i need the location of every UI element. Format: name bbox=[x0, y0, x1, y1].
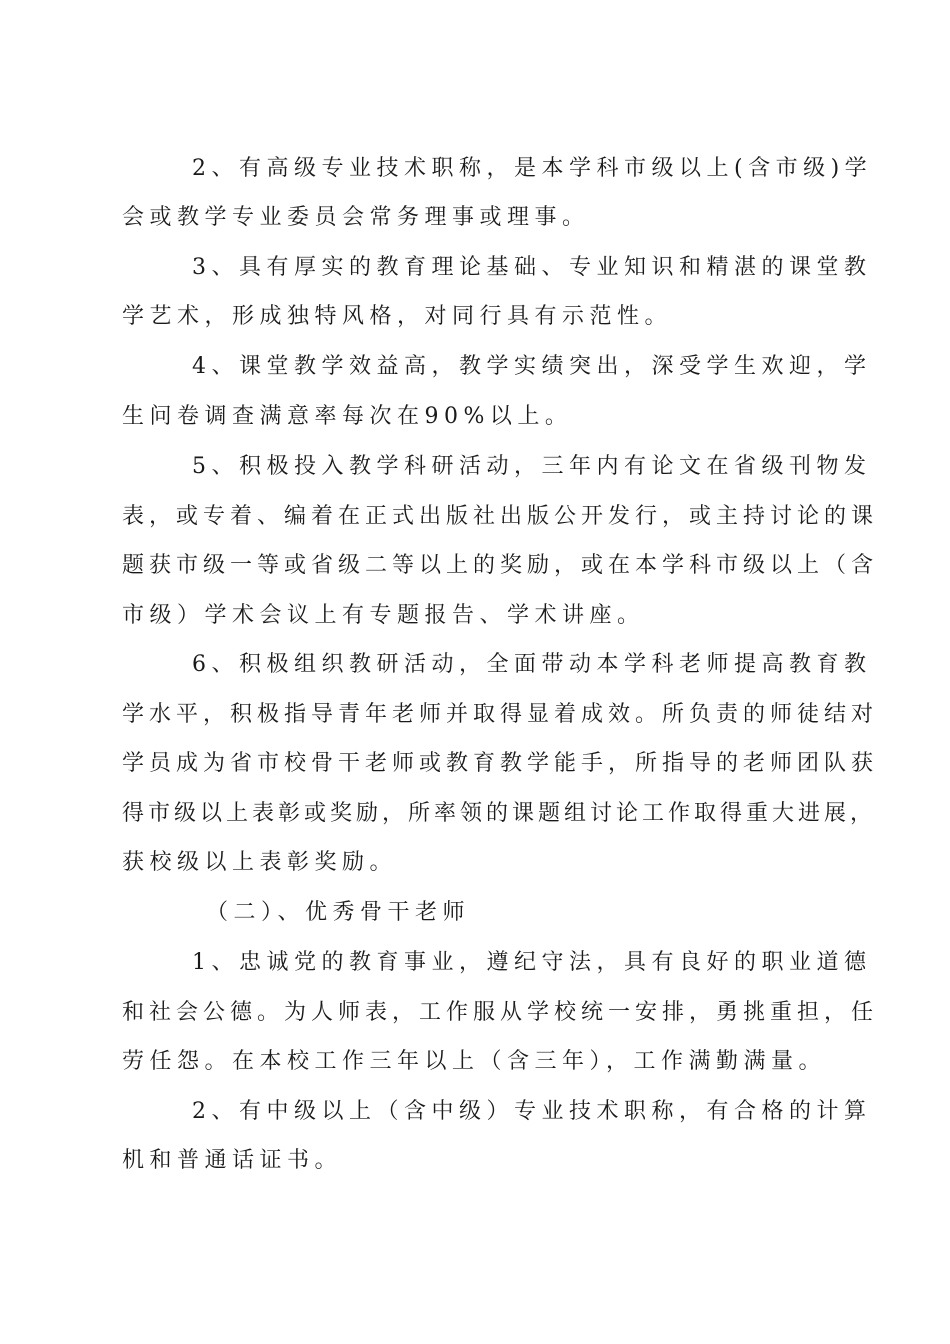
paragraph-2-line-2: 会或教学专业委员会常务理事或理事。 bbox=[122, 205, 590, 230]
section2-paragraph-2-line-2: 机和普通话证书。 bbox=[122, 1148, 343, 1173]
paragraph-6-line-3: 学员成为省市校骨干老师或教育教学能手，所指导的老师团队获 bbox=[122, 751, 879, 776]
paragraph-5-line-4: 市级）学术会议上有专题报告、学术讲座。 bbox=[122, 603, 645, 628]
paragraph-6-line-4: 得市级以上表彰或奖励，所率领的课题组讨论工作取得重大进展， bbox=[122, 801, 877, 826]
paragraph-4-line-2: 生问卷调查满意率每次在90%以上。 bbox=[122, 404, 573, 429]
paragraph-5-line-1: 5、积极投入教学科研活动，三年内有论文在省级刊物发 bbox=[192, 454, 872, 479]
paragraph-2-line-1: 2、有高级专业技术职称，是本学科市级以上(含市级)学 bbox=[192, 156, 873, 181]
section2-paragraph-1-line-1: 1、忠诚党的教育事业，遵纪守法，具有良好的职业道德 bbox=[192, 950, 872, 975]
paragraph-3-line-1: 3、具有厚实的教育理论基础、专业知识和精湛的课堂教 bbox=[192, 255, 872, 280]
paragraph-5-line-2: 表，或专着、编着在正式出版社出版公开发行，或主持讨论的课 bbox=[122, 504, 879, 529]
paragraph-6-line-5: 获校级以上表彰奖励。 bbox=[122, 850, 398, 875]
section2-paragraph-1-line-3: 劳任怨。在本校工作三年以上（含三年），工作满勤满量。 bbox=[122, 1049, 827, 1074]
section2-paragraph-1-line-2: 和社会公德。为人师表，工作服从学校统一安排，勇挑重担，任 bbox=[122, 1000, 879, 1025]
paragraph-5-line-3: 题获市级一等或省级二等以上的奖励，或在本学科市级以上（含 bbox=[122, 553, 879, 578]
paragraph-6-line-1: 6、积极组织教研活动，全面带动本学科老师提高教育教 bbox=[192, 652, 872, 677]
section-heading: （二）、优秀骨干老师 bbox=[206, 900, 471, 925]
section2-paragraph-2-line-1: 2、有中级以上（含中级）专业技术职称，有合格的计算 bbox=[192, 1099, 872, 1124]
paragraph-6-line-2: 学水平，积极指导青年老师并取得显着成效。所负责的师徒结对 bbox=[122, 702, 879, 727]
paragraph-3-line-2: 学艺术，形成独特风格，对同行具有示范性。 bbox=[122, 304, 673, 329]
paragraph-4-line-1: 4、课堂教学效益高，教学实绩突出，深受学生欢迎，学 bbox=[192, 354, 872, 379]
